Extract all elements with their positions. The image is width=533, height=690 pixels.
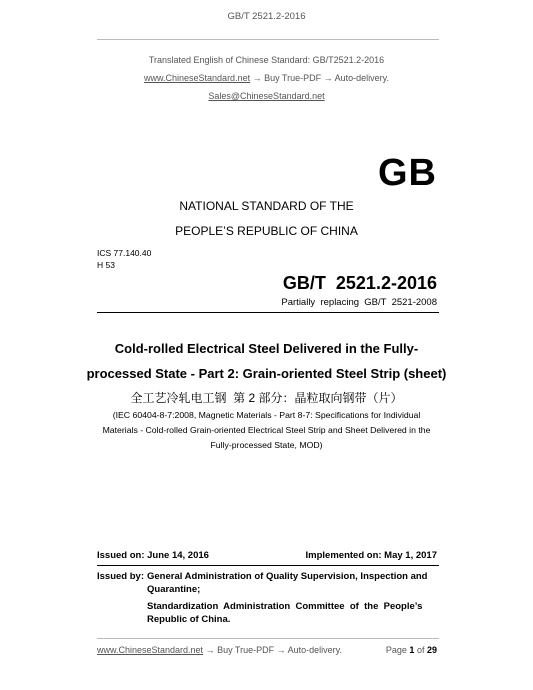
buy-notice-text: → Buy True-PDF → Auto-delivery. xyxy=(250,73,389,83)
running-header: GB/T 2521.2-2016 xyxy=(227,11,306,22)
issued-on: Issued on: June 14, 2016 xyxy=(97,550,209,561)
page-indicator xyxy=(386,645,437,655)
sales-email-link[interactable]: Sales@ChineseStandard.net xyxy=(208,91,325,101)
document-title-line-2: processed State - Part 2: Grain-oriented Steel Strip (sheet) xyxy=(86,366,447,381)
iec-line-2: Materials - Cold-rolled Grain-oriented Electrical Steel Strip and Sheet Delivered in the xyxy=(102,425,431,435)
dates-divider xyxy=(97,565,439,566)
replacing-note: Partially replacing GB/T 2521-2008 xyxy=(281,297,437,308)
issuer-1-line-1: General Administration of Quality Supervision, Inspection and xyxy=(147,571,428,582)
iec-line-3: Fully-processed State, MOD) xyxy=(210,440,323,450)
implemented-on: Implemented on: May 1, 2017 xyxy=(305,550,437,561)
standard-number: GB/T 2521.2-2016 xyxy=(282,273,437,293)
chinese-title: 全工艺冷轧电工钢 第 2 部分：晶粒取向钢带（片） xyxy=(130,391,403,405)
issued-by-label: Issued by: xyxy=(97,571,144,582)
page-total: 29 xyxy=(426,645,437,655)
site-link[interactable]: www.ChineseStandard.net xyxy=(144,73,251,83)
buy-notice xyxy=(0,73,533,83)
issuer-1-line-2: Quarantine; xyxy=(147,584,201,595)
footer-buy-line xyxy=(97,645,342,655)
national-title-line-1: NATIONAL STANDARD OF THE xyxy=(179,199,354,213)
header-divider xyxy=(97,39,439,40)
ics-code: ICS 77.140.40 xyxy=(97,248,152,258)
footer-site-link[interactable]: www.ChineseStandard.net xyxy=(97,645,204,655)
issuer-2-line-1: Standardization Administration Committee of the People’s xyxy=(147,601,423,612)
page-current: 1 xyxy=(409,645,415,655)
number-divider xyxy=(97,312,439,313)
document-title-line-1: Cold-rolled Electrical Steel Delivered in the Fully- xyxy=(114,341,419,356)
iec-line-1: (IEC 60404-8-7:2008, Magnetic Materials - Part 8-7: Specifications for Individual xyxy=(112,410,421,420)
h-code: H 53 xyxy=(97,260,115,270)
footer-buy-text: → Buy True-PDF → Auto-delivery. xyxy=(203,645,342,655)
sales-email-line xyxy=(0,91,533,101)
of-label: of xyxy=(416,645,425,655)
page-label: Page xyxy=(385,645,407,655)
footer-divider xyxy=(97,638,439,639)
gb-logo: GB xyxy=(378,152,437,194)
issuer-2-line-2: Republic of China. xyxy=(147,614,231,625)
translation-notice: Translated English of Chinese Standard: GB/T2521.2-2016 xyxy=(148,55,385,65)
national-title-line-2: PEOPLE’S REPUBLIC OF CHINA xyxy=(175,224,358,238)
